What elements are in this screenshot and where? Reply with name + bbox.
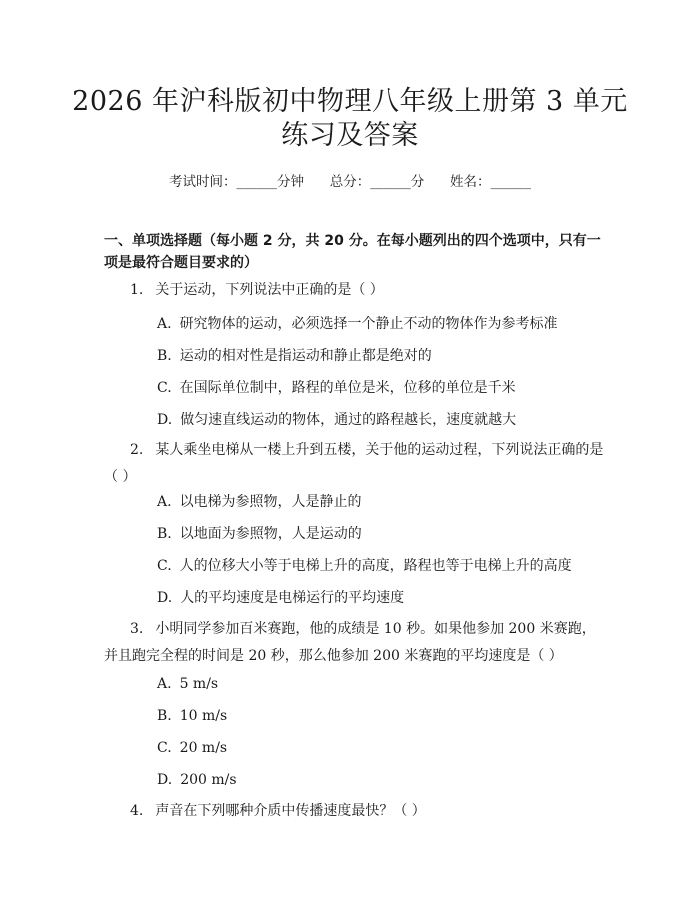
option-letter: C.: [157, 558, 172, 574]
option-letter: C.: [157, 740, 172, 756]
option-d: [157, 770, 617, 790]
option-text: 在国际单位制中，路程的单位是米，位移的单位是千米: [179, 380, 516, 396]
question-stem: 某人乘坐电梯从一楼上升到五楼，关于他的运动过程，下列说法正确的是（ ）: [104, 442, 604, 485]
question-number: 2.: [130, 442, 144, 458]
option-letter: D.: [157, 590, 173, 606]
question-stem: 声音在下列哪种介质中传播速度最快？（ ）: [155, 803, 426, 819]
option-letter: B.: [157, 526, 172, 542]
option-text: 10 m/s: [179, 708, 228, 724]
option-letter: B.: [157, 348, 172, 364]
option-d: [157, 588, 617, 608]
option-text: 以电梯为参照物，人是静止的: [179, 494, 362, 510]
option-text: 5 m/s: [179, 676, 219, 692]
question-number: 3.: [130, 621, 144, 637]
section-heading: 一、单项选择题（每小题 2 分，共 20 分。在每小题列出的四个选项中，只有一项是最符合题目要求的）: [104, 233, 601, 271]
option-text: 20 m/s: [179, 740, 228, 756]
option-letter: B.: [157, 708, 172, 724]
document-title-line2: 练习及答案: [281, 120, 419, 151]
option-d: [157, 410, 617, 430]
question-stem: 关于运动，下列说法中正确的是（ ）: [155, 282, 384, 298]
option-c: [157, 738, 617, 758]
exam-info: 考试时间：______分钟 总分：______分 姓名：______: [169, 174, 531, 190]
option-text: 200 m/s: [180, 772, 237, 788]
option-b: [157, 524, 617, 544]
question-stem: 小明同学参加百米赛跑，他的成绩是 10 秒。如果他参加 200 米赛跑，并且跑完全程的时间是 20 秒，那么他参加 200 米赛跑的平均速度是（ ）: [104, 621, 596, 664]
option-c: [157, 556, 617, 576]
option-b: [157, 706, 617, 726]
document-title-line1: 2026 年沪科版初中物理八年级上册第 3 单元: [72, 86, 628, 117]
option-a: [157, 492, 617, 512]
option-b: [157, 346, 617, 366]
question-number: 4.: [130, 803, 144, 819]
option-letter: D.: [157, 772, 173, 788]
question-4: [104, 798, 604, 825]
option-letter: D.: [157, 412, 173, 428]
option-text: 研究物体的运动，必须选择一个静止不动的物体作为参考标准: [179, 316, 558, 332]
option-text: 运动的相对性是指运动和静止都是绝对的: [179, 348, 432, 364]
option-letter: A.: [157, 494, 172, 510]
option-a: [157, 674, 617, 694]
option-a: [157, 314, 617, 334]
question-3: [104, 616, 604, 670]
option-text: 人的平均速度是电梯运行的平均速度: [180, 590, 405, 606]
option-text: 人的位移大小等于电梯上升的高度，路程也等于电梯上升的高度: [179, 558, 572, 574]
option-letter: A.: [157, 316, 172, 332]
option-text: 做匀速直线运动的物体，通过的路程越长，速度就越大: [180, 412, 517, 428]
option-letter: C.: [157, 380, 172, 396]
question-1: [104, 277, 604, 304]
option-text: 以地面为参照物，人是运动的: [179, 526, 362, 542]
question-number: 1.: [130, 282, 144, 298]
option-letter: A.: [157, 676, 172, 692]
option-c: [157, 378, 617, 398]
question-2: [104, 437, 604, 491]
